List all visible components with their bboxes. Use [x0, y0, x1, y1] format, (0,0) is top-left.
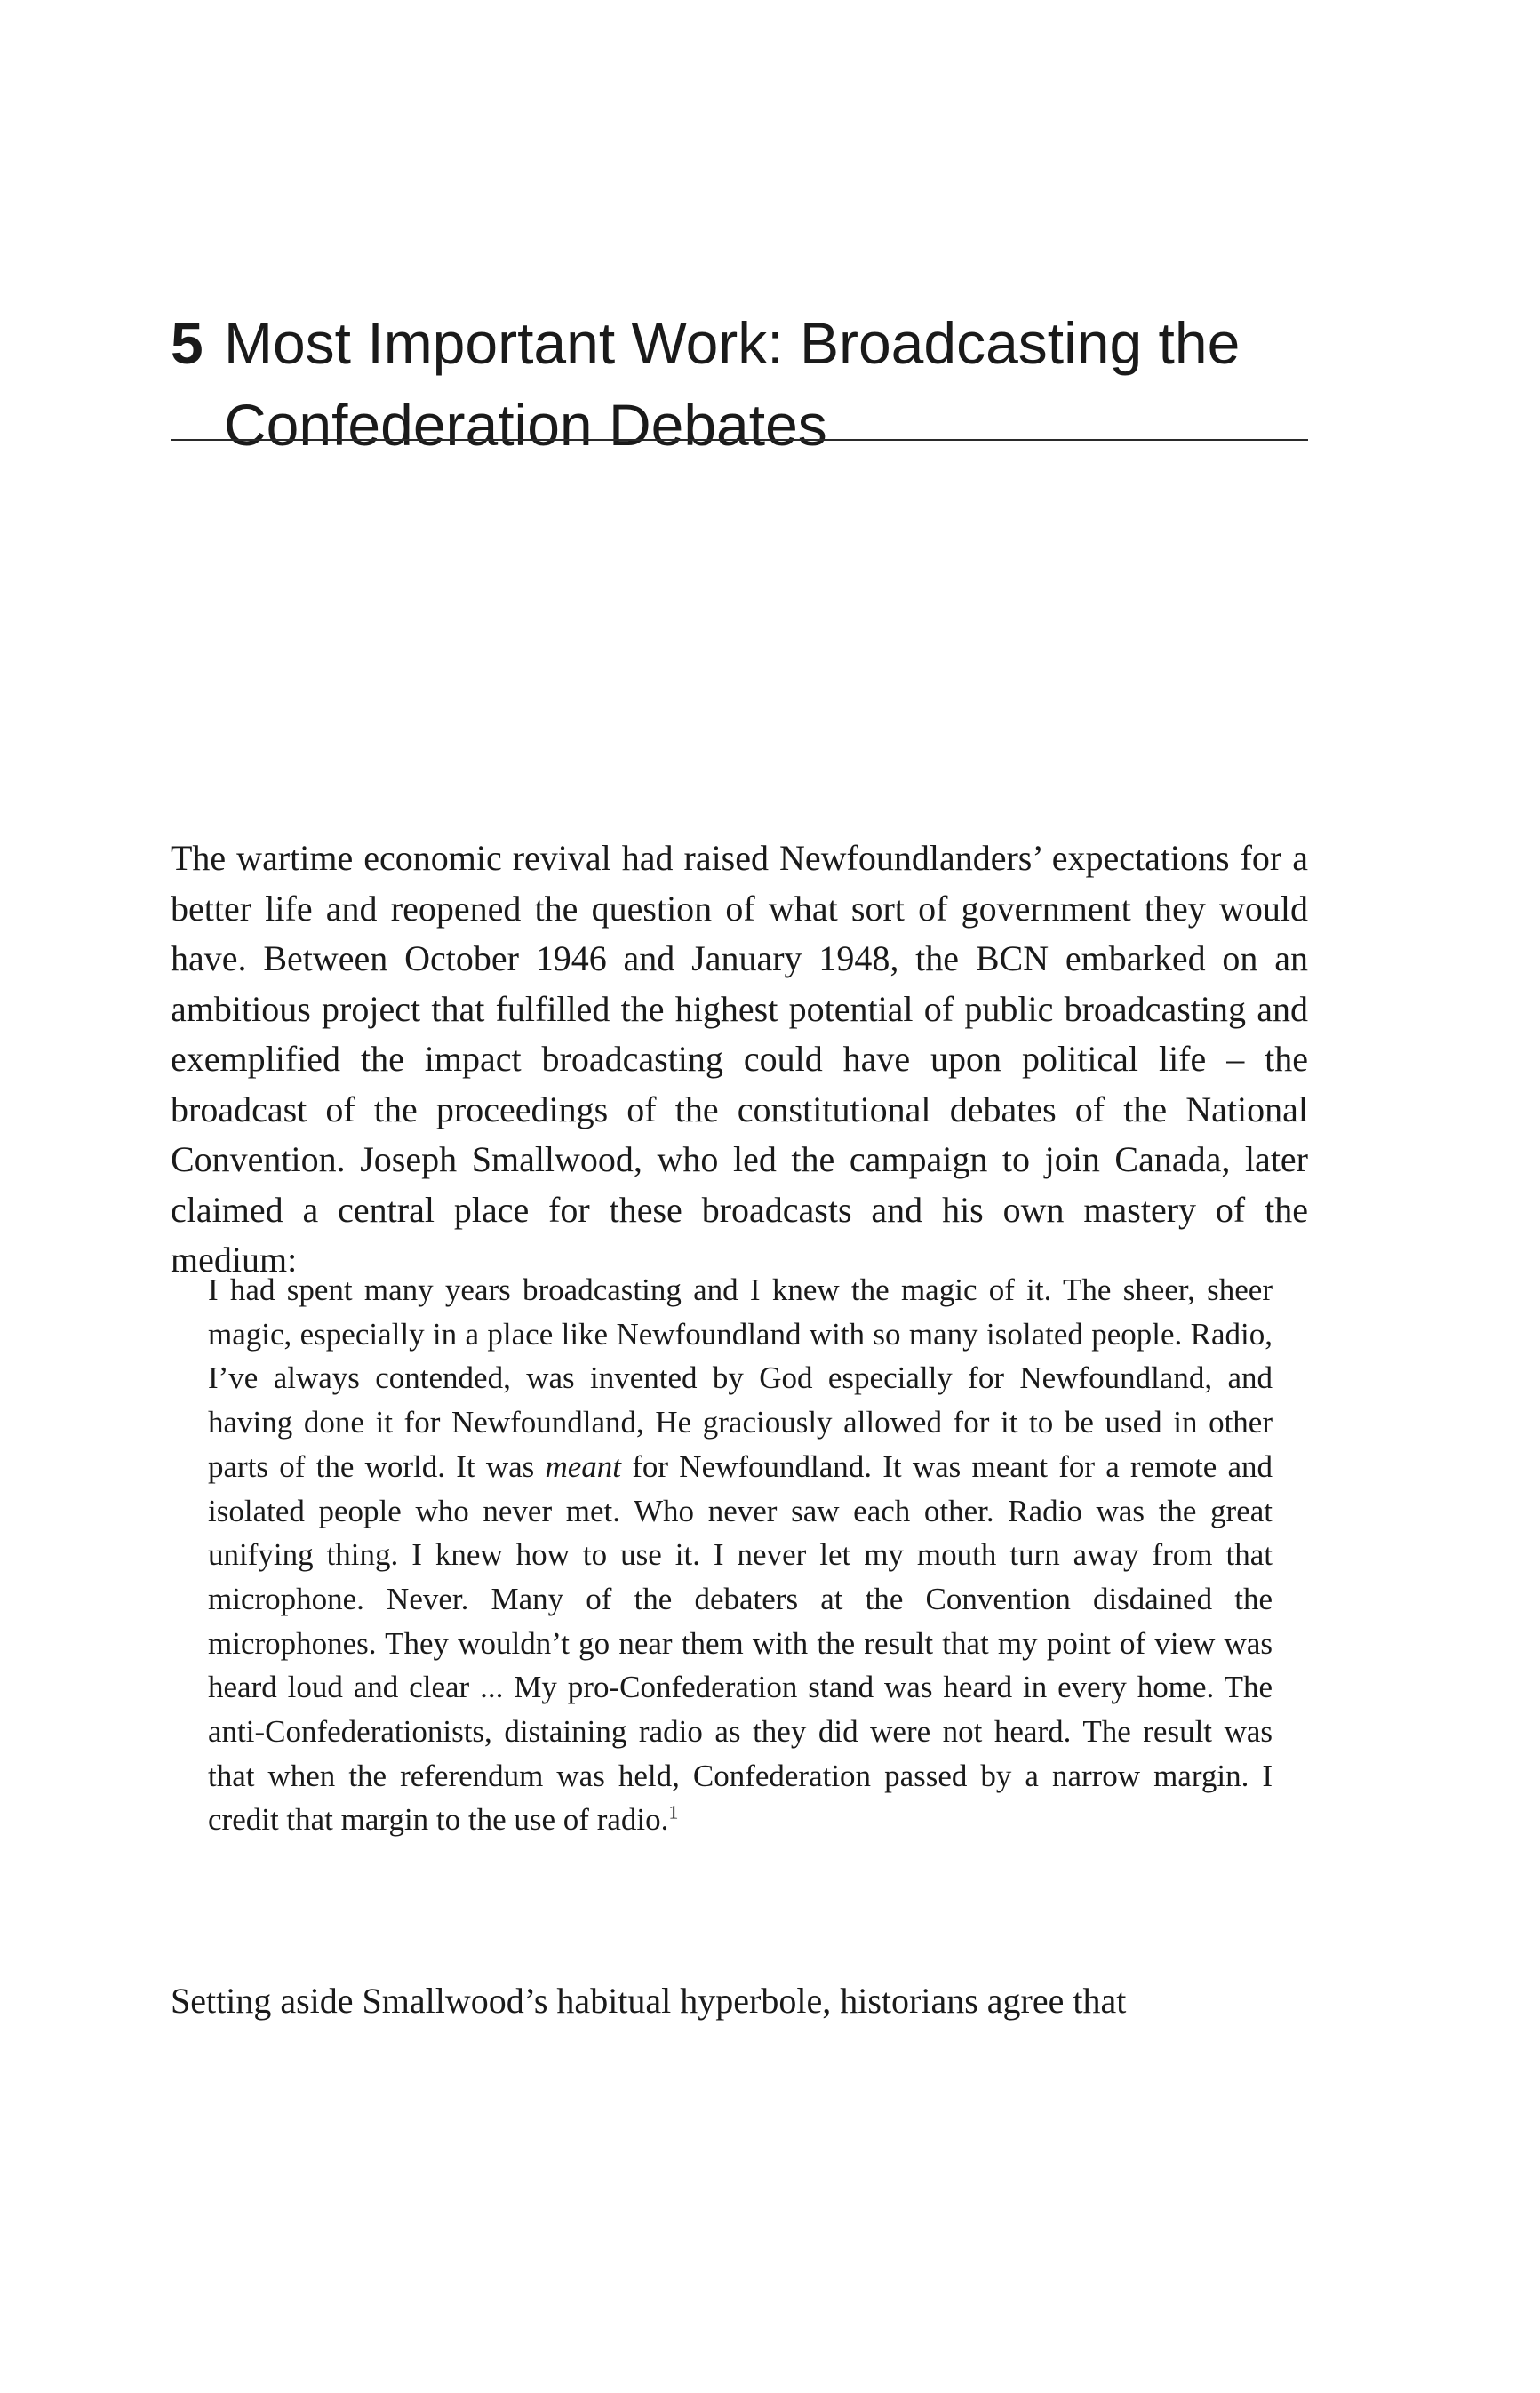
chapter-title: Most Important Work: Broadcasting the Confederation Debates — [224, 310, 1241, 459]
closing-paragraph: Setting aside Smallwood’s habitual hyperbole, historians agree that — [171, 1981, 1127, 2021]
quote-text-part-2: for Newfoundland. It was meant for a remote and isolated people who never met. Who never saw each other. Radio was the great unifying thing. I knew how to use it. I never let my mouth turn away from that microphone. Never. Many of the debaters at the Convention disdained the microphones. They wouldn’t go near them with the result that my point of view was heard loud and clear ... My pro-Confederation stand was heard in every home. The anti-Confederationists, distaining radio as they did were not heard. The result was that when the referendum was held, Confederation passed by a narrow margin. I credit that margin to the use of radio. — [208, 1448, 1273, 1838]
chapter-number: 5 — [171, 310, 203, 377]
footnote-marker[interactable]: 1 — [668, 1800, 679, 1823]
quote-text-part-1: I had spent many years broadcasting and I knew the magic of it. The sheer, sheer magic, especially in a place like Newfoundland with so many isolated people. Radio, I’ve always contended, was invented by God especially for Newfoundland, and having done it for Newfoundland, He graciously allowed for it to be used in other parts of the world. It was — [208, 1272, 1273, 1484]
smallwood-quote — [208, 1268, 1273, 1842]
chapter-heading — [171, 302, 1326, 466]
title-divider — [171, 439, 1308, 441]
quote-emphasis: meant — [545, 1448, 622, 1484]
opening-paragraph: The wartime economic revival had raised Newfoundlanders’ expectations for a better life and reopened the question of what sort of government they would have. Between October 1946 and January 1948, the BCN embarked on an ambitious project that fulfilled the highest potential of public broadcasting and exemplified the impact broadcasting could have upon political life – the broadcast of the proceedings of the constitutional debates of the National Convention. Joseph Smallwood, who led the campaign to join Canada, later claimed a central place for these broadcasts and his own mastery of the medium: — [171, 838, 1308, 1280]
